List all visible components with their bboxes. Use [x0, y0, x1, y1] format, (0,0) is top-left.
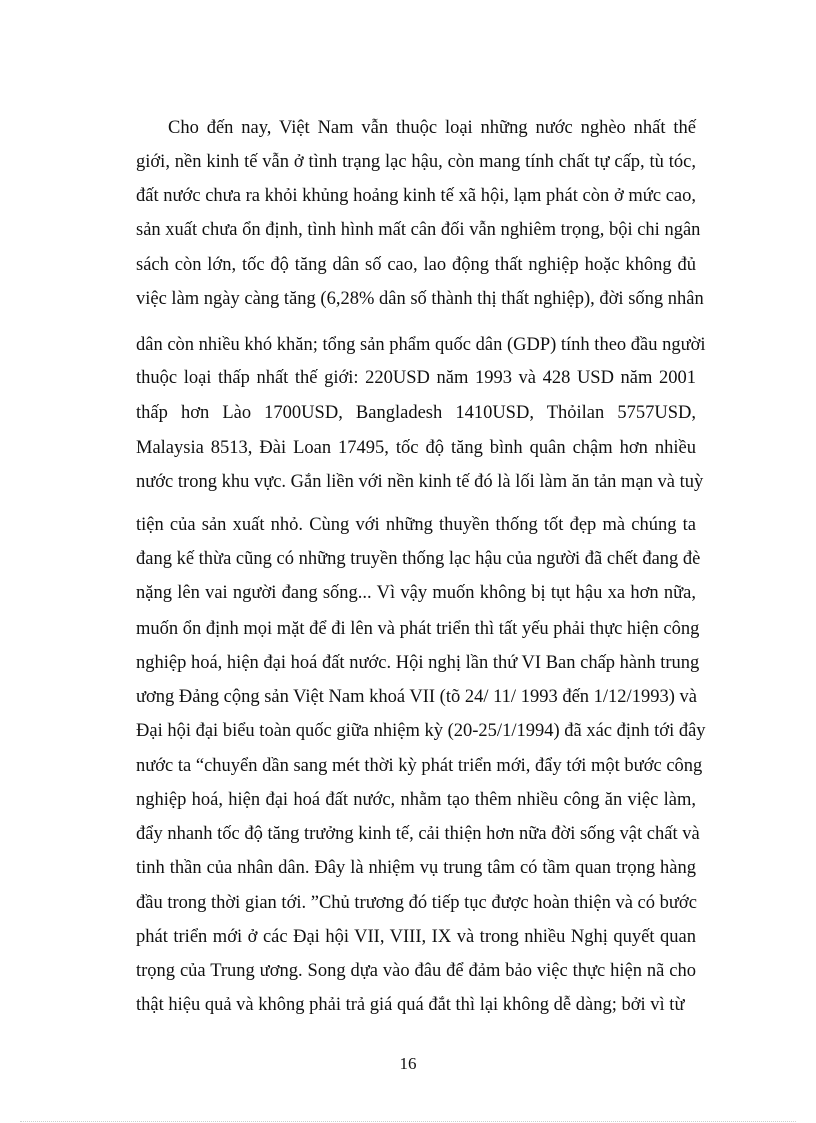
body-text-line-4: sản xuất chưa ổn định, tình hình mất cân đối vẫn nghiêm trọng, bội chi ngân: [136, 220, 701, 240]
body-text-line-16: nghiệp hoá, hiện đại hoá đất nước. Hội nghị lần thứ VI Ban chấp hành trung: [136, 653, 700, 673]
body-text-line-14: nặng lên vai người đang sống... Vì vậy muốn không bị tụt hậu xa hơn nữa,: [136, 583, 696, 603]
body-text-line-25: trọng của Trung ương. Song dựa vào đâu để đảm bảo việc thực hiện nã cho: [136, 961, 696, 981]
body-text-line-3: đất nước chưa ra khỏi khủng hoảng kinh tế xã hội, lạm phát còn ở mức cao,: [136, 186, 696, 206]
body-text-line-18: Đại hội đại biểu toàn quốc giữa nhiệm kỳ (20-25/1/1994) đã xác định tới đây: [136, 721, 706, 741]
body-text-line-13: đang kế thừa cũng có những truyền thống lạc hậu của người đã chết đang đè: [136, 549, 701, 569]
body-text-line-5: sách còn lớn, tốc độ tăng dân số cao, lao động thất nghiệp hoặc không đủ: [136, 255, 696, 275]
body-text-line-20: nghiệp hoá, hiện đại hoá đất nước, nhằm tạo thêm nhiều công ăn việc làm,: [136, 790, 696, 810]
body-text-line-8: thuộc loại thấp nhất thế giới: 220USD năm 1993 và 428 USD năm 2001: [136, 368, 696, 388]
body-text-line-15: muốn ổn định mọi mặt để đi lên và phát triển thì tất yếu phải thực hiện công: [136, 619, 700, 639]
page-bottom-divider: [20, 1121, 796, 1122]
body-text-line-17: ương Đảng cộng sản Việt Nam khoá VII (tõ 24/ 11/ 1993 đến 1/12/1993) và: [136, 687, 697, 707]
body-text-line-10: Malaysia 8513, Đài Loan 17495, tốc độ tăng bình quân chậm hơn nhiều: [136, 438, 696, 458]
body-text-line-1: Cho đến nay, Việt Nam vẫn thuộc loại những nước nghèo nhất thế: [168, 118, 696, 138]
body-text-line-12: tiện của sản xuất nhỏ. Cùng với những thuyền thống tốt đẹp mà chúng ta: [136, 515, 696, 535]
body-text-line-24: phát triển mới ở các Đại hội VII, VIII, IX và trong nhiều Nghị quyết quan: [136, 927, 696, 947]
body-text-line-22: tinh thần của nhân dân. Đây là nhiệm vụ trung tâm có tầm quan trọng hàng: [136, 858, 696, 878]
body-text-line-21: đẩy nhanh tốc độ tăng trưởng kinh tế, cải thiện hơn nữa đời sống vật chất và: [136, 824, 700, 844]
body-text-line-7: dân còn nhiều khó khăn; tổng sản phẩm quốc dân (GDP) tính theo đầu người: [136, 335, 706, 355]
body-text-line-2: giới, nền kinh tế vẫn ở tình trạng lạc hậu, còn mang tính chất tự cấp, tù tóc,: [136, 152, 696, 172]
body-text-line-26: thật hiệu quả và không phải trả giá quá đắt thì lại không dễ dàng; bởi vì từ: [136, 995, 685, 1015]
body-text-line-6: việc làm ngày càng tăng (6,28% dân số thành thị thất nghiệp), đời sống nhân: [136, 289, 704, 309]
body-text-line-11: nước trong khu vực. Gắn liền với nền kinh tế đó là lối làm ăn tản mạn và tuỳ: [136, 472, 704, 492]
body-text-line-23: đầu trong thời gian tới. ”Chủ trương đó tiếp tục được hoàn thiện và có bước: [136, 893, 697, 913]
body-text-line-9: thấp hơn Lào 1700USD, Bangladesh 1410USD, Thỏilan 5757USD,: [136, 403, 696, 423]
page-number: 16: [399, 1054, 417, 1073]
body-text-line-19: nước ta “chuyển dần sang mét thời kỳ phát triển mới, đẩy tới một bước công: [136, 756, 703, 776]
